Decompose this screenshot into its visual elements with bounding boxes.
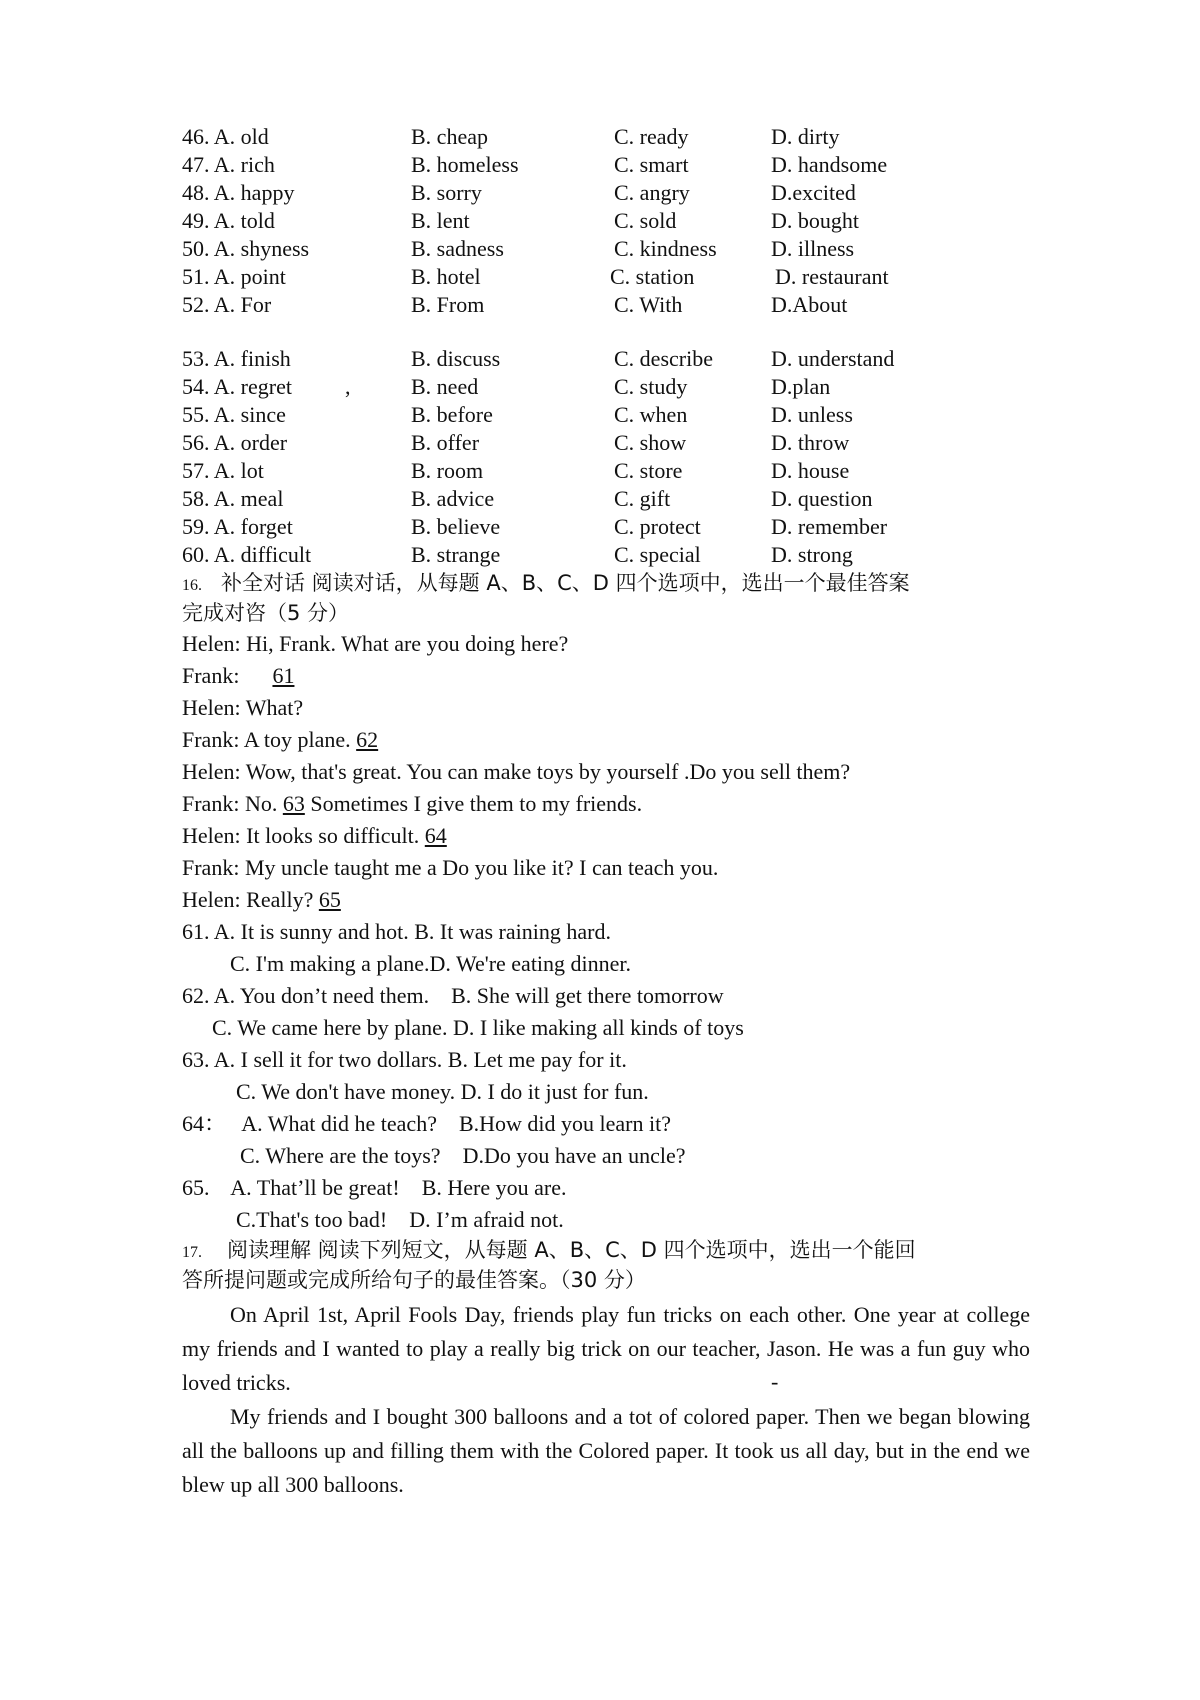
option-c: C. station — [610, 264, 695, 289]
option-line: 64： A. What did he teach? B.How did you learn it? — [182, 1111, 671, 1136]
dialogue-line — [182, 854, 718, 882]
dialogue-text: Sometimes I give them to my friends. — [304, 791, 643, 816]
option-b: B. advice — [411, 486, 495, 511]
option-d: D. restaurant — [775, 264, 889, 289]
dialogue-line — [182, 886, 341, 914]
stray-mark: - — [771, 1369, 779, 1394]
dialogue-text: Helen: Hi, Frank. What are you doing here? — [182, 631, 569, 656]
option-line: C. We don't have money. D. I do it just for fun. — [236, 1079, 649, 1104]
dialogue-text: Helen: Wow, that's great. You can make toys by yourself .Do you sell them? — [182, 759, 851, 784]
option-b: B. lent — [411, 208, 470, 233]
dialogue-line — [182, 790, 642, 818]
option-a: 55. A. since — [182, 402, 286, 427]
section-number: 17. — [182, 1244, 202, 1261]
dialogue-line — [182, 822, 447, 850]
dialogue-line — [182, 694, 303, 722]
option-line: 63. A. I sell it for two dollars. B. Let me pay for it. — [182, 1047, 627, 1072]
blank-64: 64 — [424, 823, 447, 848]
option-b: B. believe — [411, 514, 501, 539]
option-c: C. smart — [614, 152, 689, 177]
option-c: C. study — [614, 374, 688, 399]
option-c: C. show — [614, 430, 687, 455]
option-d: D. understand — [771, 346, 895, 371]
dialogue-text: Helen: Really? — [182, 887, 319, 912]
option-a: 48. A. happy — [182, 180, 295, 205]
option-a: 56. A. order — [182, 430, 288, 455]
option-d: D. handsome — [771, 152, 888, 177]
section-instruction: 阅读理解 阅读下列短文，从每题 A、B、C、D 四个选项中，选出一个能回 — [227, 1238, 916, 1262]
option-line: 61. A. It is sunny and hot. B. It was raining hard. — [182, 919, 611, 944]
option-a: 46. A. old — [182, 124, 269, 149]
option-d: D. remember — [771, 514, 888, 539]
option-c: C. kindness — [614, 236, 717, 261]
option-b: B. offer — [411, 430, 480, 455]
dialogue-line — [182, 726, 378, 754]
option-a: 47. A. rich — [182, 152, 275, 177]
option-b: B. homeless — [411, 152, 519, 177]
option-d: D. dirty — [771, 124, 840, 149]
option-line: C.That's too bad! D. I’m afraid not. — [236, 1207, 564, 1232]
option-d: D. bought — [771, 208, 859, 233]
option-d: D.About — [771, 292, 848, 317]
option-a: 49. A. told — [182, 208, 275, 233]
dialogue-text: Frank: My uncle taught me a Do you like it? I can teach you. — [182, 855, 719, 880]
dialogue-text: Frank: No. — [182, 791, 283, 816]
dialogue-text: Helen: It looks so difficult. — [182, 823, 425, 848]
option-b: B. sadness — [411, 236, 504, 261]
option-a: 50. A. shyness — [182, 236, 310, 261]
section-number: 16. — [182, 577, 202, 594]
option-d: D. illness — [771, 236, 855, 261]
option-b: B. discuss — [411, 346, 501, 371]
option-d: D. unless — [771, 402, 853, 427]
option-c: C. gift — [614, 486, 671, 511]
option-b: B. room — [411, 458, 484, 483]
blank-63: 63 — [282, 791, 305, 816]
option-c: C. angry — [614, 180, 690, 205]
option-d: D. house — [771, 458, 850, 483]
section-instruction-cont: 答所提问题或完成所给句子的最佳答案。（30 分） — [182, 1268, 646, 1292]
option-b: B. strange — [411, 542, 501, 567]
option-b: B. before — [411, 402, 493, 427]
dialogue-text: Helen: What? — [182, 695, 304, 720]
option-b: B. need — [411, 374, 479, 399]
option-d: D. question — [771, 486, 873, 511]
option-b: B. hotel — [411, 264, 481, 289]
option-a: 59. A. forget — [182, 514, 293, 539]
section-instruction: 补全对话 阅读对话，从每题 A、B、C、D 四个选项中，选出一个最佳答案 — [221, 571, 910, 595]
option-a: 54. A. regret — [182, 374, 292, 399]
option-a: 60. A. difficult — [182, 542, 312, 567]
option-d: D.plan — [771, 374, 831, 399]
dialogue-text: Frank: — [182, 663, 273, 688]
dialogue-line — [182, 630, 568, 658]
passage-paragraph — [182, 1298, 1030, 1400]
option-d: D. strong — [771, 542, 853, 567]
dialogue-text: Frank: A toy plane. — [182, 727, 357, 752]
paragraph-text: My friends and I bought 300 balloons and a tot of colored paper. Then we began blowing all the balloons up and filling them with the Colored paper. It took us all day, but in the end we blew up all 300 balloons. — [182, 1404, 1030, 1497]
dialogue-line — [182, 758, 850, 786]
section-instruction-cont: 完成对咨（5 分） — [182, 601, 350, 625]
blank-61: 61 — [272, 663, 295, 688]
option-c: C. when — [614, 402, 688, 427]
option-c: C. sold — [614, 208, 677, 233]
option-c: C. store — [614, 458, 683, 483]
option-line: 65. A. That’ll be great! B. Here you are. — [182, 1175, 567, 1200]
paragraph-text: On April 1st, April Fools Day, friends play fun tricks on each other. One year at college my friends and I wanted to play a really big trick on our teacher, Jason. He was a fun guy who loved tricks. — [182, 1302, 1030, 1395]
section-16-heading — [182, 569, 910, 600]
option-line: 62. A. You don’t need them. B. She will get there tomorrow — [182, 983, 724, 1008]
option-line: C. I'm making a plane.D. We're eating dinner. — [230, 951, 632, 976]
option-a: 52. A. For — [182, 292, 272, 317]
option-b: B. cheap — [411, 124, 488, 149]
option-line: C. We came here by plane. D. I like making all kinds of toys — [212, 1015, 744, 1040]
option-b: B. sorry — [411, 180, 482, 205]
option-c: C. protect — [614, 514, 701, 539]
option-a: 58. A. meal — [182, 486, 284, 511]
option-d: D.excited — [771, 180, 856, 205]
blank-62: 62 — [356, 727, 379, 752]
option-a: 57. A. lot — [182, 458, 264, 483]
option-a: 51. A. point — [182, 264, 286, 289]
option-d: D. throw — [771, 430, 850, 455]
section-17-heading — [182, 1236, 916, 1267]
option-a: 53. A. finish — [182, 346, 291, 371]
stray-comma: , — [345, 374, 351, 399]
option-b: B. From — [411, 292, 485, 317]
option-c: C. special — [614, 542, 701, 567]
option-line: C. Where are the toys? D.Do you have an uncle? — [240, 1143, 686, 1168]
passage-paragraph — [182, 1400, 1030, 1502]
option-c: C. ready — [614, 124, 689, 149]
dialogue-line — [182, 662, 294, 690]
option-c: C. With — [614, 292, 683, 317]
blank-65: 65 — [318, 887, 341, 912]
option-c: C. describe — [614, 346, 713, 371]
